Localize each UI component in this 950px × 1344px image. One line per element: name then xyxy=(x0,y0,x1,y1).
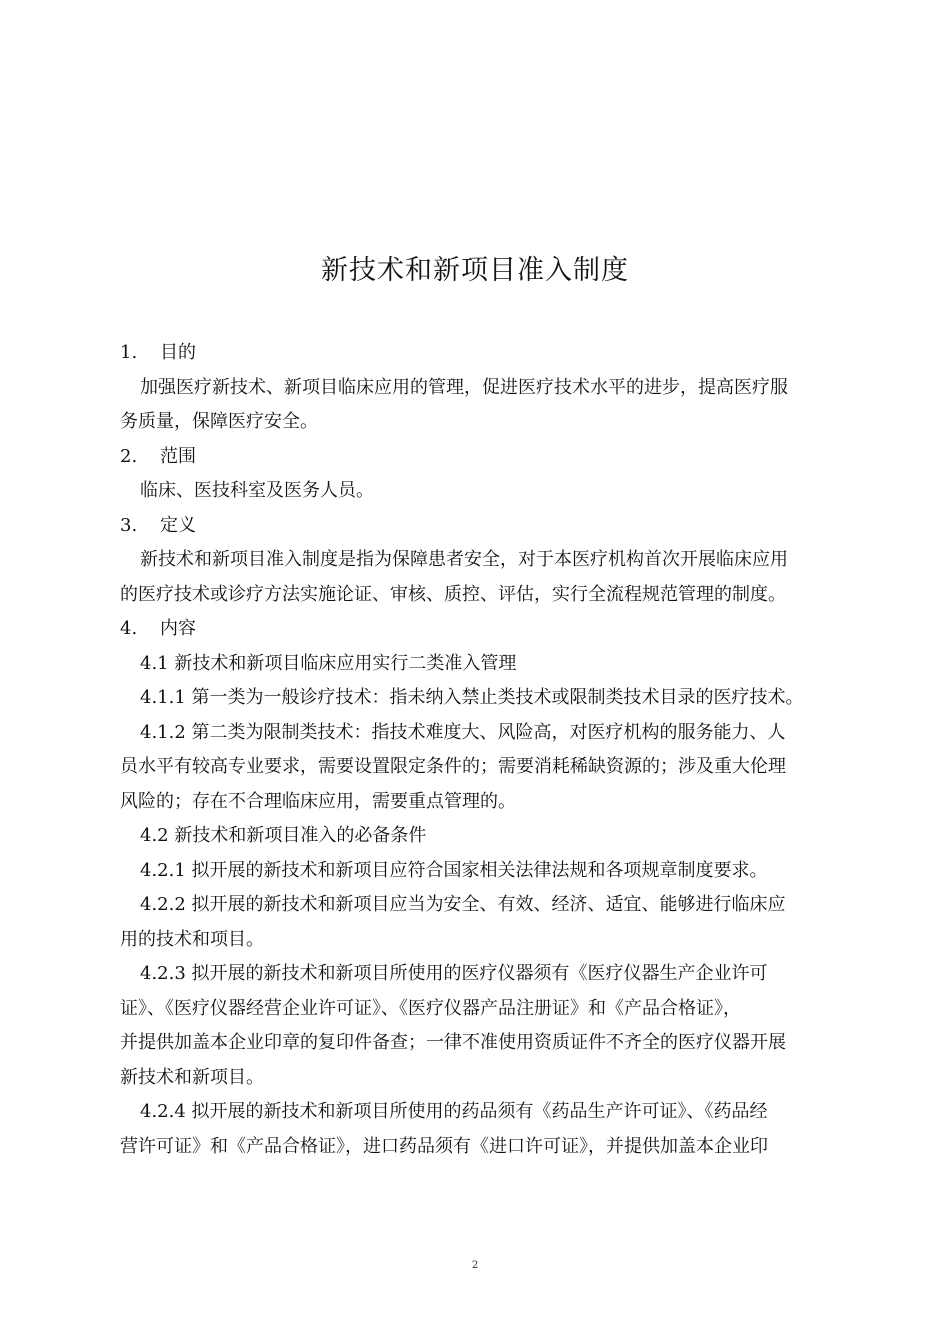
section-heading xyxy=(120,336,832,371)
section-title: 内容 xyxy=(160,618,196,639)
paragraph-line: 加强医疗新技术、新项目临床应用的管理，促进医疗技术水平的进步，提高医疗服 xyxy=(140,376,788,398)
section-heading xyxy=(120,509,832,544)
paragraph-line: 证》、《医疗仪器经营企业许可证》、《医疗仪器产品注册证》和《产品合格证》， xyxy=(120,997,741,1019)
section-heading xyxy=(120,440,832,475)
paragraph-line: 风险的；存在不合理临床应用，需要重点管理的。 xyxy=(120,790,516,812)
subsection-line: 4.2.3 拟开展的新技术和新项目所使用的医疗仪器须有《医疗仪器生产企业许可 xyxy=(140,963,768,984)
section-title: 定义 xyxy=(160,514,196,536)
paragraph-line: 新技术和新项目准入制度是指为保障患者安全，对于本医疗机构首次开展临床应用 xyxy=(140,549,788,570)
subsection-line: 4.2.1 拟开展的新技术和新项目应符合国家相关法律法规和各项规章制度要求。 xyxy=(140,859,768,881)
section-number: 2. xyxy=(120,445,138,467)
paragraph-line: 营许可证》和《产品合格证》，进口药品须有《进口许可证》，并提供加盖本企业印 xyxy=(120,1135,768,1157)
page-number: 2 xyxy=(471,1260,479,1271)
subsection-line: 4.1.2 第二类为限制类技术：指技术难度大、风险高，对医疗机构的服务能力、人 xyxy=(140,721,786,743)
subsection-line: 4.1.1 第一类为一般诊疗技术：指未纳入禁止类技术或限制类技术目录的医疗技术。 xyxy=(140,687,804,708)
section-heading xyxy=(120,612,832,647)
document-title: 新技术和新项目准入制度 xyxy=(321,255,629,286)
paragraph-line: 并提供加盖本企业印章的复印件备查；一律不准使用资质证件不齐全的医疗仪器开展 xyxy=(120,1032,786,1053)
paragraph-line: 临床、医技科室及医务人员。 xyxy=(140,480,374,501)
paragraph-line: 务质量，保障医疗安全。 xyxy=(120,411,318,432)
paragraph-line: 用的技术和项目。 xyxy=(120,928,264,950)
section-number: 1. xyxy=(120,342,138,363)
section-number: 4. xyxy=(120,618,138,639)
subsection-line: 4.2.2 拟开展的新技术和新项目应当为安全、有效、经济、适宜、能够进行临床应 xyxy=(140,894,786,915)
subsection-line: 4.1 新技术和新项目临床应用实行二类准入管理 xyxy=(140,652,517,674)
section-title: 范围 xyxy=(160,445,196,467)
section-number: 3. xyxy=(120,514,138,536)
subsection-line: 4.2.4 拟开展的新技术和新项目所使用的药品须有《药品生产许可证》、《药品经 xyxy=(140,1101,768,1122)
paragraph-line: 新技术和新项目。 xyxy=(120,1066,264,1088)
subsection-line: 4.2 新技术和新项目准入的必备条件 xyxy=(140,825,427,846)
paragraph-line: 员水平有较高专业要求，需要设置限定条件的；需要消耗稀缺资源的；涉及重大伦理 xyxy=(120,756,786,777)
paragraph-line: 的医疗技术或诊疗方法实施论证、审核、质控、评估，实行全流程规范管理的制度。 xyxy=(120,583,786,605)
section-title: 目的 xyxy=(160,342,196,363)
document-body xyxy=(120,336,832,1164)
